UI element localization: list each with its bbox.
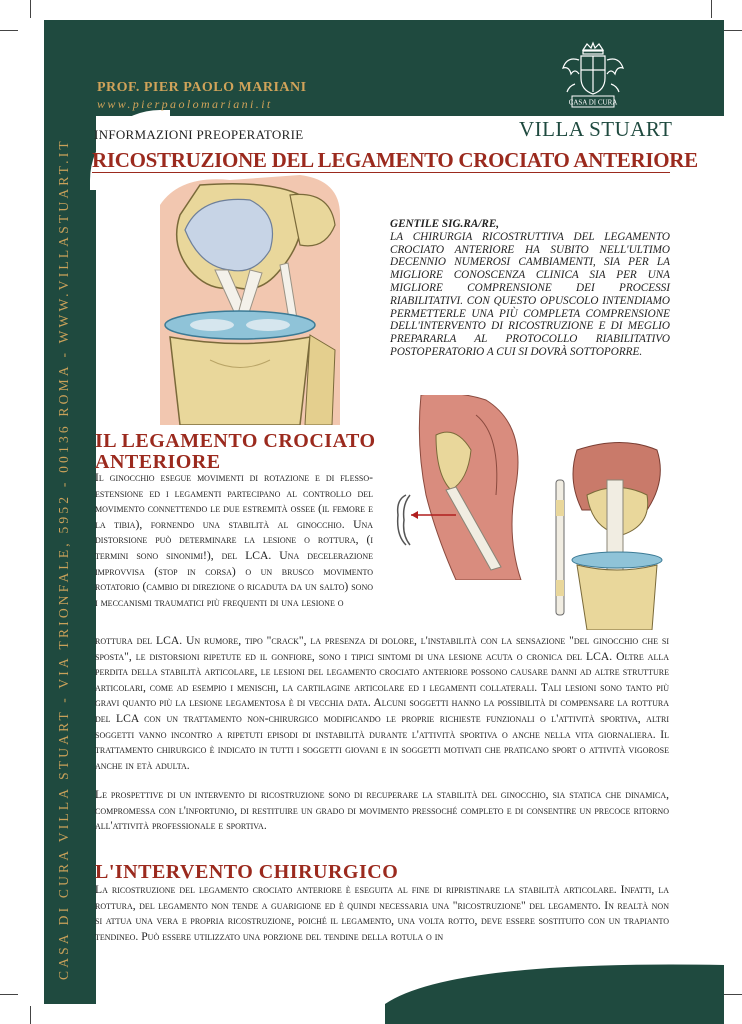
section-acl-paragraph-1: Il ginocchio esegue movimenti di rotazione e di flesso-estensione ed i legamenti partecipano al controllo del movimento connettendo le due estremità ossee (il femore e la tibia), fornendo una stabilità al ginocchio. Una distorsione può determinare la lesione o rottura, (i termini sono sinonimi!), del LCA. Una decelerazione improvvisa (stop in corsa) o un brusco movimento rotatorio (cambio di direzione o ricaduta da un salto) sono i meccanismi traumatici più frequenti di una lesione o [95, 471, 373, 609]
crop-mark [724, 30, 742, 31]
page-title: RICOSTRUZIONE DEL LEGAMENTO CROCIATO ANTERIORE [92, 148, 698, 172]
crop-mark [30, 0, 31, 18]
section-surgery-paragraph-1: La ricostruzione del legamento crociato anteriore è eseguita al fine di ripristinare la stabilità articolare. Infatti, la rottura, del legamento non tende a guarigione ed è quindi necessaria una "ricostruzione" del legamento. In realtà non si attua una vera e propria ricostruzione, poiché il legamento, una volta rotto, deve essere sostituito con un trapianto tendineo. Può essere utilizzato una porzione del tendine della rotula o in [95, 883, 669, 943]
intro-text: LA CHIRURGIA RICOSTRUTTIVA DEL LEGAMENTO CROCIATO ANTERIORE HA SUBITO NELL'ULTIMO DECENNIO NUMEROSI CAMBIAMENTI, SIA PER LA MIGLIORE CONOSCENZA CLINICA SIA PER UNA MIGLIORE COMPRENSIONE DEI PROCESSI RIABILITATIVI. CON QUESTO OPUSCOLO INTENDIAMO PERMETTERLE UNA PIÙ COMPLETA COMPRENSIONE DELL'INTERVENTO DI RICOSTRUZIONE E DI MEGLIO PREPARARLA AL PROTOCOLLO RIABILITATIVO POSTOPERATORIO A CUI SI DOVRÀ SOTTOPORRE. [390, 230, 670, 358]
prof-name: PROF. PIER PAOLO MARIANI [97, 80, 307, 95]
sidebar-address-text: CASA DI CURA VILLA STUART - VIA TRIONFALE, 5952 - 00136 ROMA - WWW.VILLASTUART.IT [56, 138, 71, 980]
section-acl-paragraph-2: Le prospettive di un intervento di ricostruzione sono di recuperare la stabilità del ginocchio, sia statica che dinamica, compromessa con l'infortunio, di restituire un grado di movimento pressoché completo e di consentire un precoce ritorno all'attività professionale e sportiva. [95, 788, 669, 833]
prof-website[interactable]: www.pierpaolomariani.it [97, 97, 273, 111]
villa-title: VILLA STUART [519, 117, 673, 141]
intro-paragraph [390, 218, 670, 359]
crop-mark [711, 0, 712, 18]
knee-anatomy-illustration [140, 175, 340, 425]
intro-greeting: GENTILE SIG.RA/RE, [390, 218, 500, 230]
section-title-acl: IL LEGAMENTO CROCIATO ANTERIORE [95, 430, 376, 473]
info-label: INFORMAZIONI PREOPERATORIE [94, 127, 304, 142]
title-divider [92, 172, 670, 173]
section-acl-paragraph-1-continued: rottura del LCA. Un rumore, tipo "crack", la presenza di dolore, l'instabilità con la sensazione "del ginocchio che si sposta", le distorsioni ripetute ed il gonfiore, sono i tipici sintomi di una lesione acuta o cronica del LCA. Oltre alla perdita della stabilità articolare, le lesioni del legamento crociato anteriore possono causare danni ad altre strutture articolari, come ad esempio i menischi, la cartilagine articolare ed i legamenti collaterali. Tali lesioni sono tanto più gravi quanto più la lesione legamentosa è di vecchia data. Alcuni soggetti hanno la possibilità di compensare la rottura del LCA con un trattamento non-chirurgico modificando le proprie richieste funzionali o l'attività sportiva, altri soggetti vanno incontro a ripetuti episodi di instabilità durante l'attività sportiva o anche nella vita giornaliera. Il trattamento chirurgico è indicato in tutti i soggetti giovani e in soggetti motivati che praticano sport o attività vigorose anche in età adulta. [95, 634, 669, 772]
knee-side-view-illustration [396, 395, 526, 580]
tendon-graft-illustration [552, 440, 672, 630]
crop-mark [0, 30, 18, 31]
crest-label: CASA DI CURA [568, 98, 618, 107]
villa-stuart-crest-logo [553, 40, 633, 110]
bottom-decorative-wave [0, 955, 742, 1024]
section-title-surgery: L'INTERVENTO CHIRURGICO [95, 861, 399, 883]
